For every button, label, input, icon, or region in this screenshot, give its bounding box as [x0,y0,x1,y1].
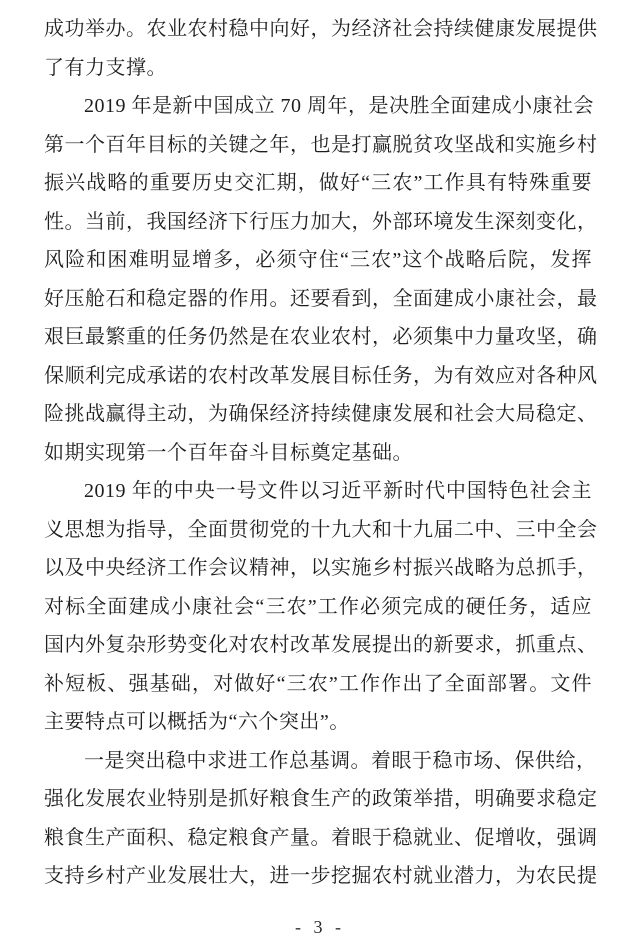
text-line: 主要特点可以概括为“六个突出”。 [44,711,350,733]
text-line: 如期实现第一个百年奋斗目标奠定基础。 [44,441,413,464]
text-line: 了有力支撑。 [44,56,167,79]
text-line: 第一个百年目标的关键之年，也是打赢脱贫攻坚战和实施乡村 [44,133,598,156]
text-line: 险挑战赢得主动，为确保经济持续健康发展和社会大局稳定、 [44,403,598,425]
text-line: 对标全面建成小康社会“三农”工作必须完成的硬任务，适应 [44,595,592,618]
document-lines [44,10,598,896]
text-line: 支持乡村产业发展壮大，进一步挖掘农村就业潜力，为农民提 [44,865,598,887]
text-line: 义思想为指导，全面贯彻党的十九大和十九届二中、三中全会 [44,518,598,541]
text-line: 性。当前，我国经济下行压力加大，外部环境发生深刻变化， [44,210,598,233]
text-line: 保顺利完成承诺的农村改革发展目标任务，为有效应对各种风 [44,364,598,387]
text-line: 粮食生产面积、稳定粮食产量。着眼于稳就业、促增收，强调 [44,826,598,849]
text-line: 一是突出稳中求进工作总基调。着眼于稳市场、保供给， [84,749,597,772]
text-line: 国内外复杂形势变化对农村改革发展提出的新要求，抓重点、 [44,634,598,656]
text-line: 以及中央经济工作会议精神，以实施乡村振兴战略为总抓手， [44,557,598,579]
text-line: 振兴战略的重要历史交汇期，做好“三农”工作具有特殊重要 [44,172,592,194]
text-line: 成功举办。农业农村稳中向好，为经济社会持续健康发展提供 [44,18,598,40]
text-line: 2019 年的中央一号文件以习近平新时代中国特色社会主 [84,480,592,502]
page-number: - 3 - [295,917,345,937]
text-line: 2019 年是新中国成立 70 周年，是决胜全面建成小康社会 [84,95,594,117]
text-line: 风险和困难明显增多，必须守住“三农”这个战略后院，发挥 [44,249,592,271]
text-line: 好压舱石和稳定器的作用。还要看到，全面建成小康社会，最 [44,287,598,310]
text-line: 艰巨最繁重的任务仍然是在农业农村，必须集中力量攻坚，确 [44,326,598,348]
text-line: 补短板、强基础，对做好“三农”工作作出了全面部署。文件 [44,672,592,695]
text-line: 强化发展农业特别是抓好粮食生产的政策举措，明确要求稳定 [44,788,598,810]
